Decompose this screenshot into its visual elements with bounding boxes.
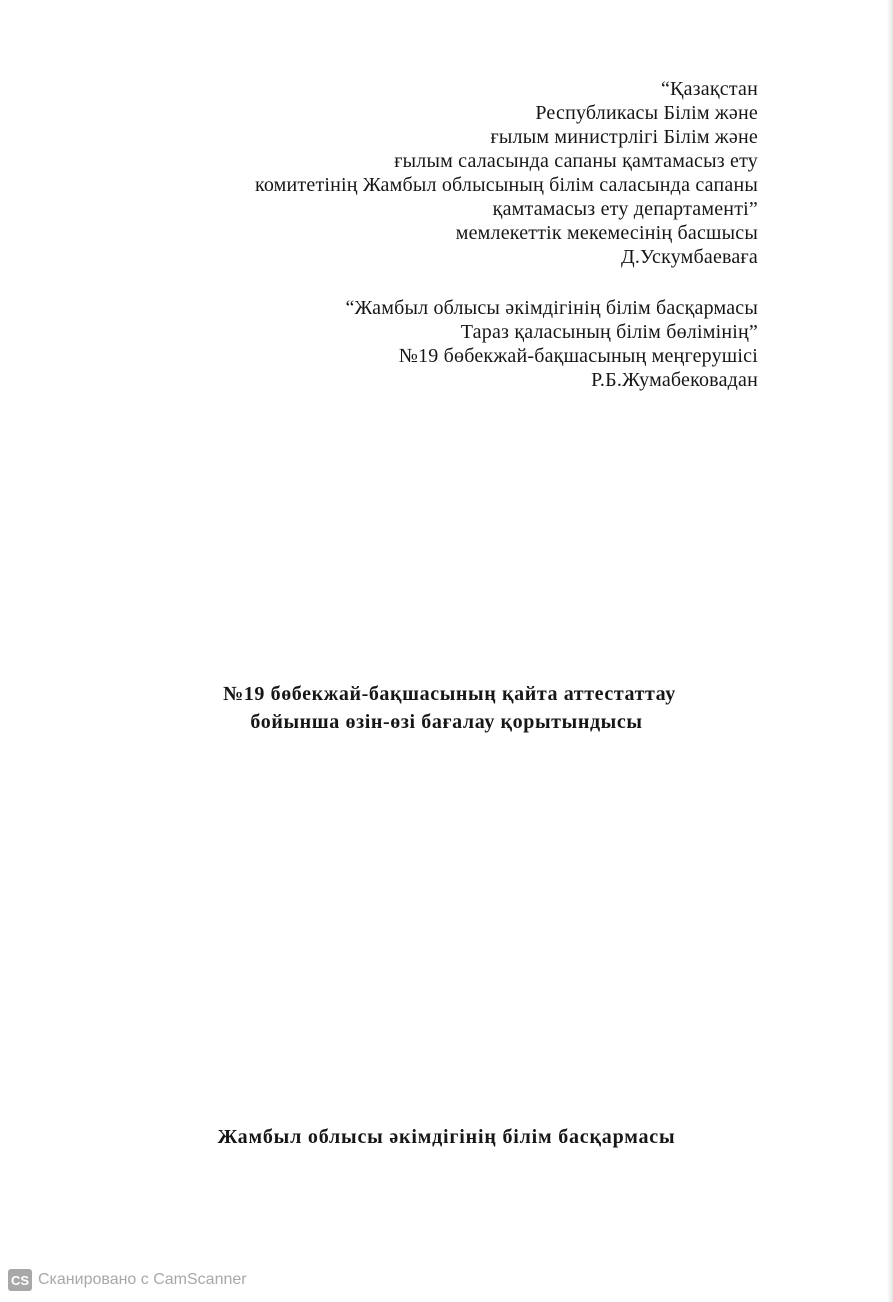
title-line: бойынша өзін-өзі бағалау қорытындысы: [250, 711, 643, 733]
camscanner-watermark: [8, 1269, 247, 1291]
sender-line: №19 бөбекжай-бақшасының меңгерушісі: [398, 345, 758, 367]
addressee-block: [255, 77, 758, 269]
addressee-line: ғылым министрлігі Білім және: [490, 126, 758, 148]
addressee-line: мемлекеттік мекемесінің басшысы: [455, 222, 758, 244]
footer-organization: Жамбыл облысы әкімдігінің білім басқармасы: [217, 1126, 676, 1148]
document-title: [0, 680, 893, 736]
addressee-line: комитетінің Жамбыл облысының білім саласында сапаны: [254, 174, 758, 196]
addressee-name: Д.Ускумбаеваға: [621, 246, 758, 268]
sender-line: Тараз қаласының білім бөлімінің”: [460, 321, 758, 343]
sender-line: “Жамбыл облысы әкімдігінің білім басқармасы: [345, 297, 758, 319]
addressee-line: “Қазақстан: [660, 78, 758, 100]
watermark-text: Сканировано с CamScanner: [38, 1271, 247, 1288]
addressee-line: Республикасы Білім және: [535, 102, 758, 124]
addressee-line: қамтамасыз ету департаменті”: [492, 198, 758, 220]
camscanner-logo-icon: CS: [8, 1269, 32, 1291]
sender-name: Р.Б.Жумабековадан: [591, 369, 758, 391]
addressee-line: ғылым саласында сапаны қамтамасыз ету: [394, 150, 758, 172]
page-edge-shadow: [887, 0, 893, 1302]
sender-block: [345, 296, 758, 392]
title-line: №19 бөбекжай-бақшасының қайта аттестаттау: [223, 683, 676, 705]
